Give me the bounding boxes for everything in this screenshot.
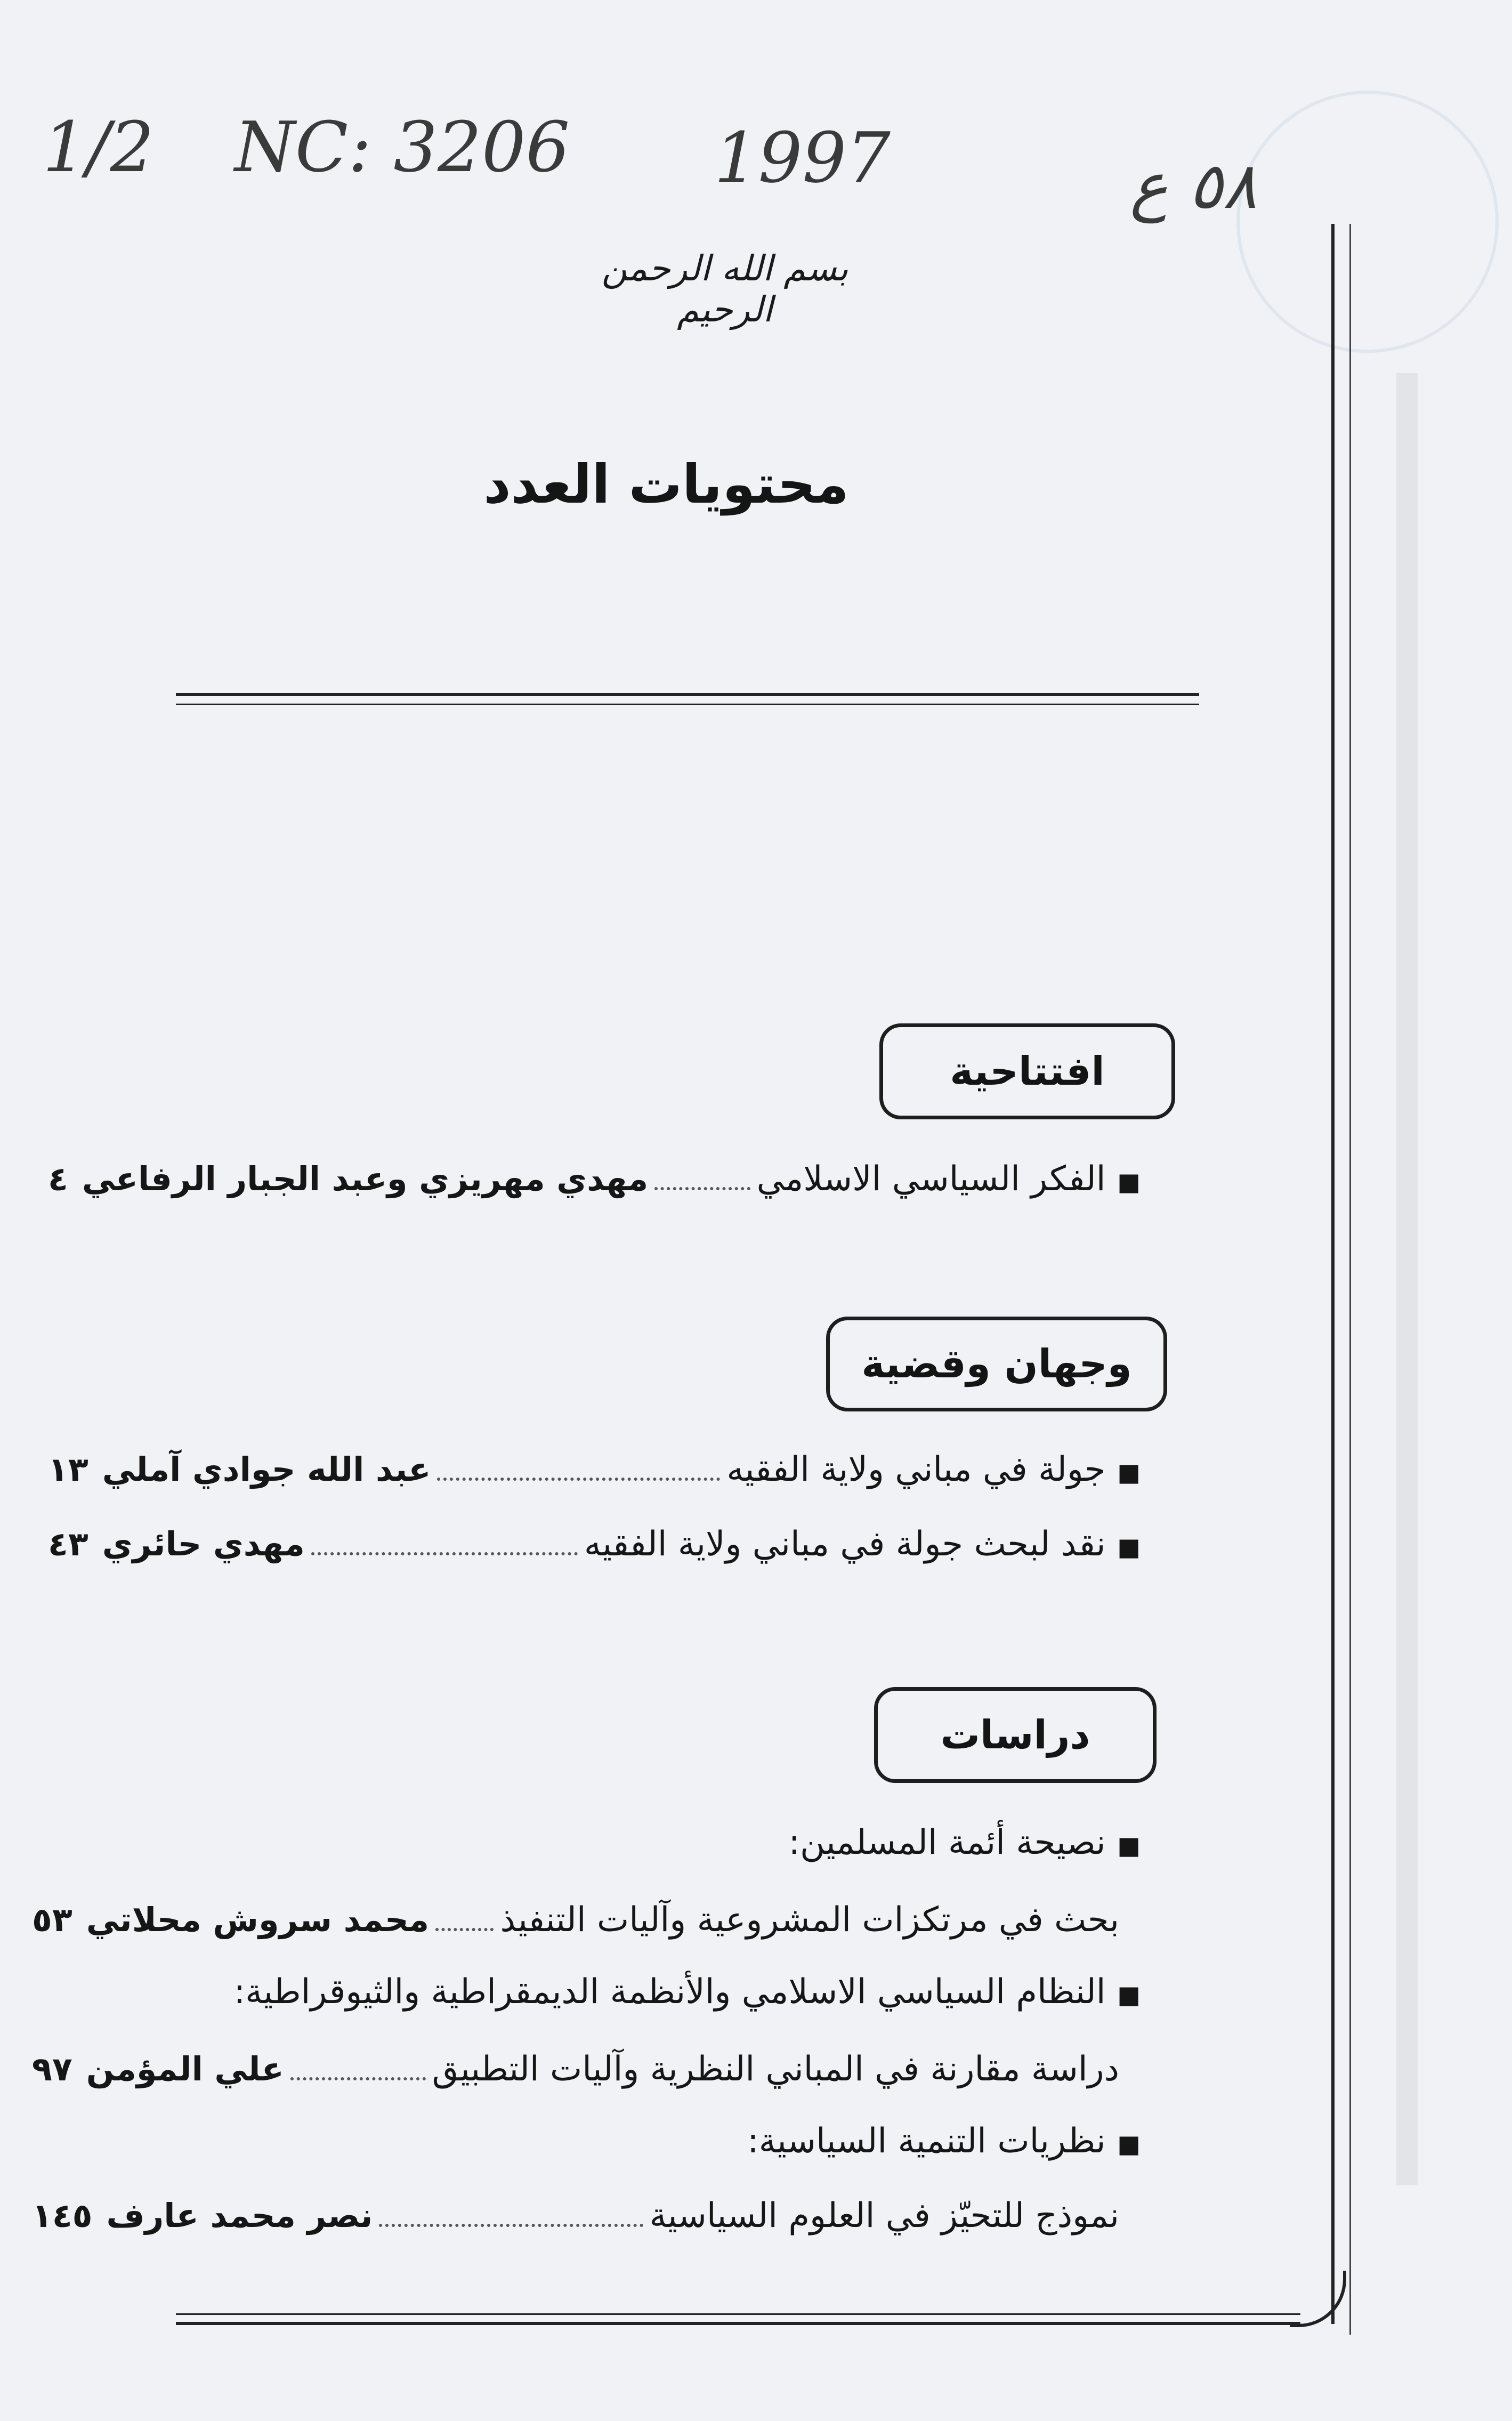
handwritten-note: 1997 xyxy=(714,117,891,198)
dot-leader xyxy=(379,2224,643,2227)
title-rule xyxy=(176,693,1199,696)
dot-leader xyxy=(654,1187,750,1190)
bullet-icon: ■ xyxy=(1117,2129,1141,2158)
entry-page: ١٣ xyxy=(48,1450,88,1489)
section-box: دراسات xyxy=(874,1687,1157,1783)
bottom-rule xyxy=(176,2313,1300,2315)
toc-heading xyxy=(48,1972,1141,2012)
frame-line xyxy=(1331,224,1335,2324)
page-title: محتويات العدد xyxy=(483,453,849,515)
entry-title: نقد لبحث جولة في مباني ولاية الفقيه xyxy=(584,1524,1106,1564)
title-rule xyxy=(176,704,1199,705)
toc-entry xyxy=(48,1450,1141,1489)
frame-corner xyxy=(1290,2271,1346,2327)
handwritten-note: NC: 3206 xyxy=(235,107,570,188)
dot-leader xyxy=(311,1552,578,1555)
frame-line xyxy=(1349,224,1351,2335)
section-box: افتتاحية xyxy=(879,1023,1175,1119)
dot-leader xyxy=(435,1928,494,1931)
bottom-rule xyxy=(176,2322,1300,2325)
entry-title: جولة في مباني ولاية الفقيه xyxy=(726,1450,1106,1489)
entry-author: مهدي مهريزي وعبد الجبار الرفاعي xyxy=(82,1159,649,1198)
section-box: وجهان وقضية xyxy=(826,1317,1167,1411)
toc-entry xyxy=(32,2049,1119,2089)
ghost-bar xyxy=(1396,373,1418,2185)
bullet-icon: ■ xyxy=(1117,1458,1141,1487)
entry-title: دراسة مقارنة في المباني النظرية وآليات التطبيق xyxy=(432,2049,1119,2089)
entry-author: محمد سروش محلاتي xyxy=(86,1900,430,1939)
entry-author: علي المؤمن xyxy=(86,2049,284,2088)
entry-heading: نظريات التنمية السياسية: xyxy=(747,2121,1106,2161)
entry-author: نصر محمد عارف xyxy=(106,2196,373,2235)
handwritten-note: ٥٨ ع xyxy=(1130,149,1257,223)
toc-heading xyxy=(48,1823,1141,1862)
entry-title: الفكر السياسي الاسلامي xyxy=(756,1159,1106,1199)
ghost-stamp xyxy=(1236,91,1499,353)
dot-leader xyxy=(290,2077,426,2080)
toc-heading xyxy=(48,2121,1141,2161)
entry-page: ١٤٥ xyxy=(32,2196,93,2235)
entry-page: ٤٣ xyxy=(48,1524,88,1563)
toc-entry xyxy=(48,1524,1141,1564)
dot-leader xyxy=(437,1478,720,1481)
entry-page: ٩٧ xyxy=(32,2049,72,2088)
entry-page: ٤ xyxy=(48,1159,68,1198)
toc-entry xyxy=(48,1159,1141,1199)
bullet-icon: ■ xyxy=(1117,1532,1141,1561)
entry-author: عبد الله جوادي آملي xyxy=(102,1450,431,1489)
entry-heading: النظام السياسي الاسلامي والأنظمة الديمقراطية والثيوقراطية: xyxy=(233,1972,1106,2012)
bullet-icon: ■ xyxy=(1117,1167,1141,1196)
basmala: بسم الله الرحمن الرحيم xyxy=(601,248,848,330)
toc-entry xyxy=(32,2196,1119,2236)
entry-title: بحث في مرتكزات المشروعية وآليات التنفيذ xyxy=(500,1900,1119,1940)
entry-page: ٥٣ xyxy=(32,1900,72,1939)
entry-author: مهدي حائري xyxy=(102,1524,305,1563)
bullet-icon: ■ xyxy=(1117,1980,1141,2009)
bullet-icon: ■ xyxy=(1117,1831,1141,1860)
entry-heading: نصيحة أئمة المسلمين: xyxy=(788,1823,1106,1862)
toc-entry xyxy=(32,1900,1119,1940)
entry-title: نموذج للتحيّز في العلوم السياسية xyxy=(649,2196,1119,2236)
handwritten-note: 1/2 xyxy=(43,107,155,188)
